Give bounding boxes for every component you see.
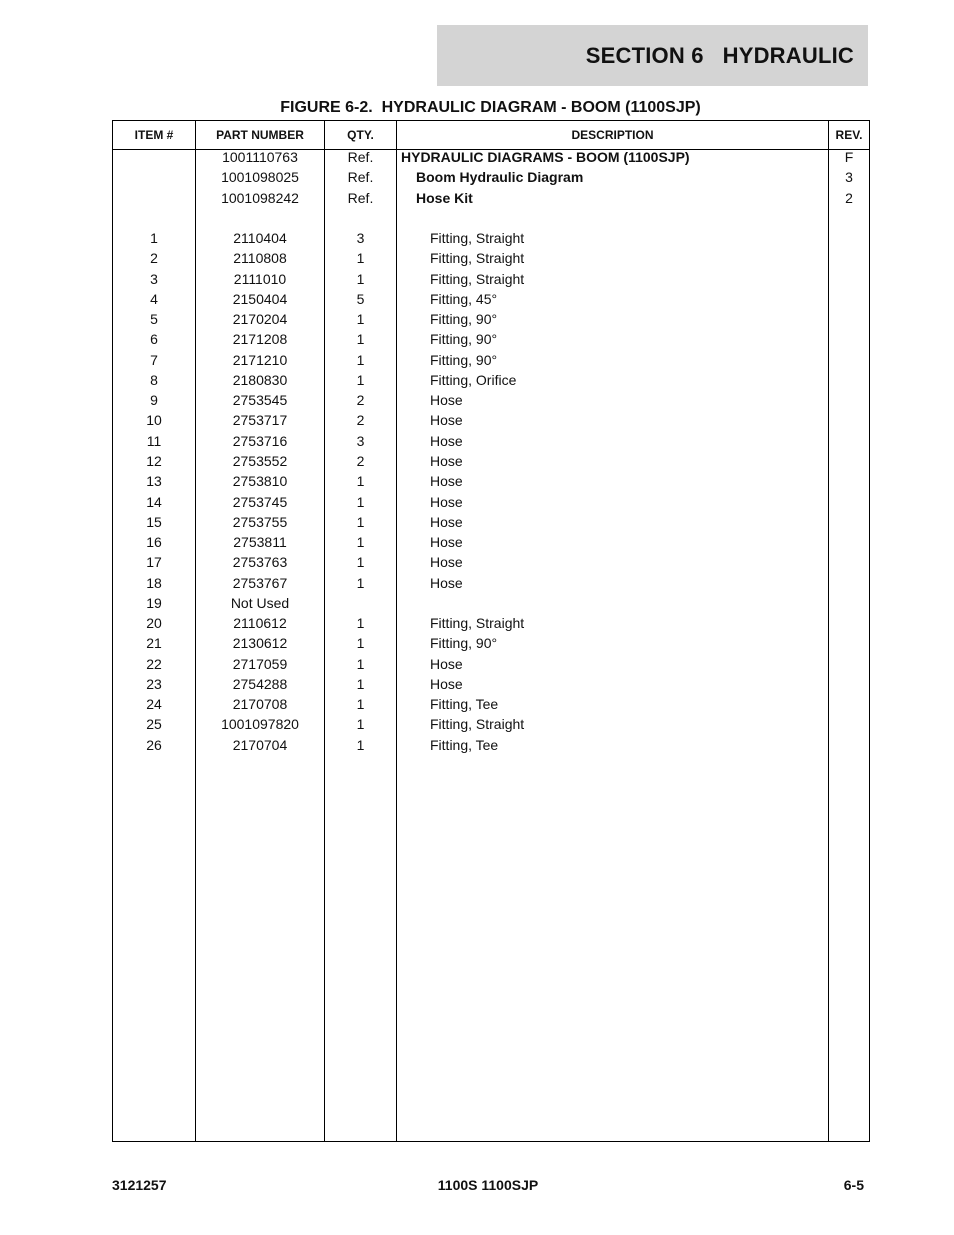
table-row xyxy=(113,230,869,250)
description-cell: Hose xyxy=(430,513,463,530)
page-footer xyxy=(112,1177,864,1197)
qty-cell: 2 xyxy=(356,412,365,429)
table-row xyxy=(113,473,869,493)
description-cell: Fitting, 90° xyxy=(430,351,498,368)
part-number-cell: 2753717 xyxy=(232,412,288,429)
part-number-cell: 1001110763 xyxy=(222,149,298,165)
table-row xyxy=(113,271,869,291)
item-cell: 8 xyxy=(150,371,158,388)
qty-cell: 1 xyxy=(356,574,365,591)
table-row xyxy=(113,635,869,655)
item-cell: 18 xyxy=(146,574,162,591)
item-cell: 5 xyxy=(150,311,158,328)
part-number-cell: 2754288 xyxy=(232,675,288,692)
qty-cell: 1 xyxy=(356,371,365,388)
description-cell: Hose xyxy=(430,412,463,429)
description-cell: Fitting, 90° xyxy=(430,331,498,348)
table-row xyxy=(113,169,869,189)
qty-cell: 1 xyxy=(356,635,365,652)
table-row xyxy=(113,615,869,635)
part-number-cell: 2753811 xyxy=(233,534,287,551)
qty-cell: 1 xyxy=(356,696,365,713)
description-cell: Hose xyxy=(430,675,463,692)
part-number-cell: 2170204 xyxy=(232,311,288,328)
table-body xyxy=(113,149,869,757)
table-row xyxy=(113,433,869,453)
table-row xyxy=(113,190,869,210)
table-row xyxy=(113,291,869,311)
table-row xyxy=(113,696,869,716)
item-cell: 15 xyxy=(146,513,162,530)
qty-cell: Ref. xyxy=(347,189,374,206)
part-number-cell: 2753552 xyxy=(232,452,288,469)
parts-table xyxy=(112,120,870,1142)
item-cell: 1 xyxy=(150,230,158,247)
table-row xyxy=(113,453,869,473)
qty-cell: Ref. xyxy=(347,149,374,165)
item-cell: 2 xyxy=(150,250,158,267)
part-number-cell: 2110612 xyxy=(233,615,287,632)
header-part-number: PART NUMBER xyxy=(216,128,304,142)
qty-cell: 3 xyxy=(356,230,365,247)
table-row xyxy=(113,494,869,514)
qty-cell: Ref. xyxy=(347,169,374,186)
description-cell: Fitting, 45° xyxy=(430,290,498,307)
description-cell: Hose xyxy=(430,473,463,490)
description-cell: Hose xyxy=(430,392,463,409)
table-row xyxy=(113,412,869,432)
table-row xyxy=(113,331,869,351)
item-cell: 26 xyxy=(146,736,162,753)
description-cell: Boom Hydraulic Diagram xyxy=(416,169,584,186)
part-number-cell: 2150404 xyxy=(232,290,288,307)
qty-cell: 1 xyxy=(356,351,365,368)
item-cell: 6 xyxy=(150,331,158,348)
description-cell: Hose xyxy=(430,574,463,591)
part-number-cell: 1001098242 xyxy=(221,189,299,206)
qty-cell: 1 xyxy=(356,473,365,490)
description-cell: Hose xyxy=(430,432,463,449)
part-number-cell: 2753755 xyxy=(232,513,288,530)
description-cell: Fitting, 90° xyxy=(430,635,498,652)
header-rev: REV. xyxy=(835,128,863,142)
header-item: ITEM # xyxy=(134,128,174,142)
table-row xyxy=(113,372,869,392)
item-cell: 13 xyxy=(146,473,162,490)
section-banner xyxy=(437,25,868,86)
item-cell: 9 xyxy=(150,392,158,409)
description-cell: Fitting, Straight xyxy=(430,615,525,632)
item-cell: 4 xyxy=(150,290,158,307)
table-row xyxy=(113,392,869,412)
rev-cell: F xyxy=(844,149,854,165)
item-cell: 10 xyxy=(146,412,162,429)
qty-cell: 1 xyxy=(356,331,365,348)
description-cell: Hose xyxy=(430,655,463,672)
part-number-cell: Not Used xyxy=(230,594,290,611)
part-number-cell: 2180830 xyxy=(232,371,288,388)
part-number-cell: 2171210 xyxy=(232,351,288,368)
description-cell: Fitting, Straight xyxy=(430,250,525,267)
table-row xyxy=(113,716,869,736)
description-cell: Hose xyxy=(430,554,463,571)
table-row xyxy=(113,575,869,595)
description-cell: Fitting, Tee xyxy=(430,696,499,713)
part-number-cell: 2753763 xyxy=(232,554,288,571)
item-cell: 3 xyxy=(150,270,158,287)
item-cell: 14 xyxy=(146,493,162,510)
table-row xyxy=(113,250,869,270)
part-number-cell: 2130612 xyxy=(232,635,288,652)
qty-cell: 1 xyxy=(356,554,365,571)
description-cell: Fitting, Tee xyxy=(430,736,499,753)
description-cell: Fitting, Straight xyxy=(430,716,525,733)
item-cell: 23 xyxy=(146,675,162,692)
part-number-cell: 2170704 xyxy=(232,736,288,753)
description-cell: Hose xyxy=(430,452,463,469)
qty-cell: 1 xyxy=(356,534,365,551)
table-row xyxy=(113,676,869,696)
item-cell: 25 xyxy=(146,716,162,733)
part-number-cell: 2111010 xyxy=(233,270,287,287)
part-number-cell: 2753716 xyxy=(232,432,288,449)
part-number-cell: 2717059 xyxy=(232,655,288,672)
description-cell: Fitting, Straight xyxy=(430,270,525,287)
table-row xyxy=(113,737,869,757)
part-number-cell: 1001097820 xyxy=(221,716,299,733)
section-title: SECTION 6 HYDRAULIC xyxy=(585,42,854,68)
header-qty: QTY. xyxy=(347,128,374,142)
qty-cell: 1 xyxy=(356,311,365,328)
description-cell: Fitting, Straight xyxy=(430,230,525,247)
rev-cell: 3 xyxy=(845,169,853,186)
table-row xyxy=(113,656,869,676)
part-number-cell: 2753767 xyxy=(232,574,288,591)
footer-page-number: 6-5 xyxy=(843,1177,864,1193)
table-row xyxy=(113,534,869,554)
table-row xyxy=(113,311,869,331)
qty-cell: 1 xyxy=(356,615,365,632)
footer-manual-number: 3121257 xyxy=(112,1177,167,1193)
part-number-cell: 2753545 xyxy=(232,392,288,409)
qty-cell: 5 xyxy=(356,290,365,307)
qty-cell: 1 xyxy=(356,675,365,692)
part-number-cell: 2110404 xyxy=(233,230,287,247)
qty-cell: 1 xyxy=(356,655,365,672)
figure-title: FIGURE 6-2. HYDRAULIC DIAGRAM - BOOM (1100SJP) xyxy=(280,99,701,116)
qty-cell: 1 xyxy=(356,736,365,753)
item-cell: 17 xyxy=(146,554,162,571)
item-cell: 12 xyxy=(146,452,162,469)
description-cell: Hose Kit xyxy=(416,189,473,206)
part-number-cell: 2170708 xyxy=(232,696,288,713)
table-row xyxy=(113,514,869,534)
part-number-cell: 1001098025 xyxy=(221,169,299,186)
description-cell: Hose xyxy=(430,534,463,551)
qty-cell: 2 xyxy=(356,452,365,469)
table-row xyxy=(113,554,869,574)
qty-cell: 1 xyxy=(356,270,365,287)
qty-cell: 1 xyxy=(356,250,365,267)
qty-cell: 3 xyxy=(356,432,365,449)
item-cell: 21 xyxy=(146,635,162,652)
header-description: DESCRIPTION xyxy=(571,128,654,142)
rev-cell: 2 xyxy=(845,189,853,206)
item-cell: 22 xyxy=(146,655,162,672)
part-number-cell: 2110808 xyxy=(233,250,287,267)
table-row xyxy=(113,149,869,169)
item-cell: 24 xyxy=(146,696,162,713)
item-cell: 7 xyxy=(150,351,158,368)
table-row xyxy=(113,352,869,372)
table-row xyxy=(113,595,869,615)
description-cell: Hose xyxy=(430,493,463,510)
table-row xyxy=(113,210,869,230)
part-number-cell: 2753745 xyxy=(232,493,288,510)
description-cell: Fitting, 90° xyxy=(430,311,498,328)
footer-model: 1100S 1100SJP xyxy=(437,1177,539,1193)
qty-cell: 2 xyxy=(356,392,365,409)
item-cell: 11 xyxy=(146,432,162,449)
description-cell: HYDRAULIC DIAGRAMS - BOOM (1100SJP) xyxy=(401,149,690,165)
qty-cell: 1 xyxy=(356,716,365,733)
part-number-cell: 2753810 xyxy=(232,473,288,490)
item-cell: 19 xyxy=(146,594,162,611)
description-cell: Fitting, Orifice xyxy=(430,371,517,388)
qty-cell: 1 xyxy=(356,493,365,510)
item-cell: 16 xyxy=(146,534,162,551)
qty-cell: 1 xyxy=(356,513,365,530)
part-number-cell: 2171208 xyxy=(232,331,288,348)
item-cell: 20 xyxy=(146,615,162,632)
